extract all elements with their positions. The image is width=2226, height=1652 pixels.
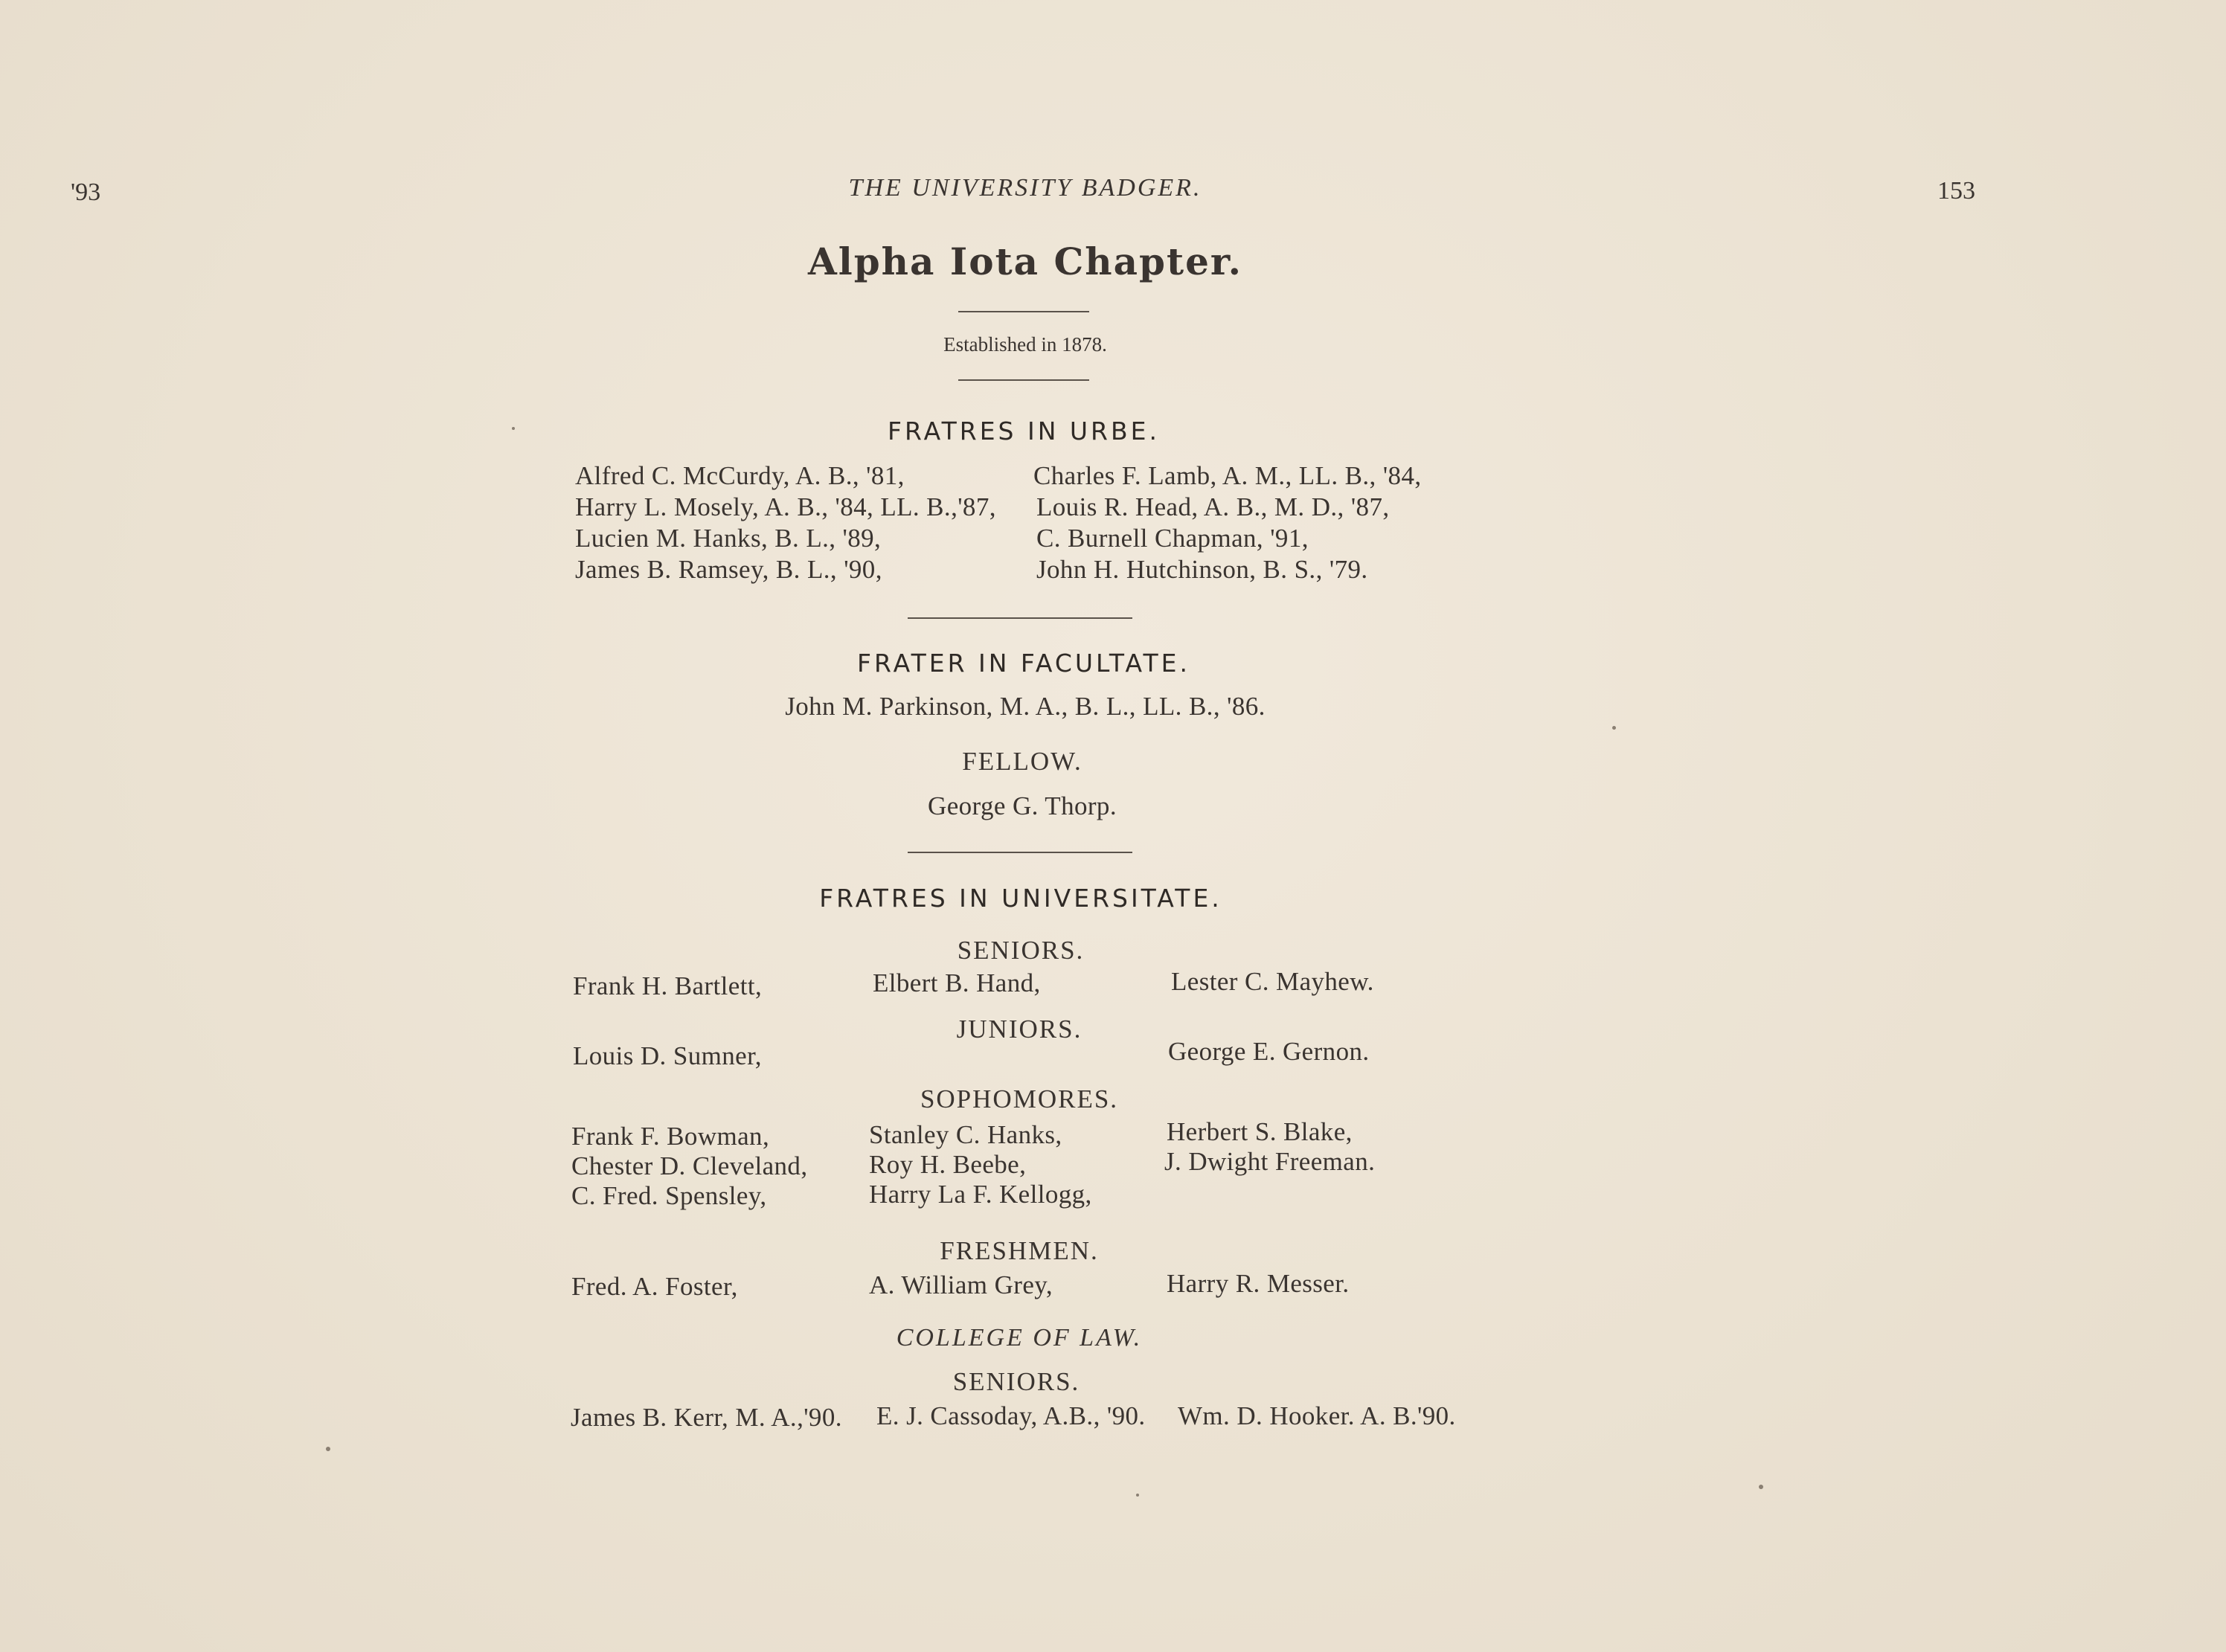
- list-item: Fred. A. Foster,: [571, 1272, 738, 1301]
- divider: [908, 617, 1132, 619]
- class-heading-sophomores: SOPHOMORES.: [920, 1084, 1119, 1113]
- list-item: Frank F. Bowman,: [571, 1122, 770, 1151]
- list-item: J. Dwight Freeman.: [1164, 1147, 1376, 1176]
- paper-speck: [1136, 1494, 1139, 1497]
- established-line: Established in 1878.: [943, 333, 1107, 356]
- section-heading-fratres-in-urbe: FRATRES IN URBE.: [888, 417, 1160, 446]
- class-heading-seniors: SENIORS.: [957, 936, 1085, 965]
- list-item: John H. Hutchinson, B. S., '79.: [1036, 555, 1368, 584]
- fellow-name: George G. Thorp.: [928, 791, 1117, 820]
- list-item: Louis R. Head, A. B., M. D., '87,: [1036, 492, 1390, 521]
- list-item: Stanley C. Hanks,: [869, 1120, 1062, 1149]
- list-item: E. J. Cassoday, A.B., '90.: [876, 1401, 1146, 1430]
- list-item: George E. Gernon.: [1168, 1037, 1370, 1066]
- class-heading-freshmen: FRESHMEN.: [940, 1236, 1099, 1265]
- list-item: Lester C. Mayhew.: [1171, 967, 1374, 996]
- list-item: James B. Kerr, M. A.,'90.: [571, 1403, 842, 1432]
- list-item: Wm. D. Hooker. A. B.'90.: [1178, 1401, 1456, 1430]
- section-heading-college-of-law: COLLEGE OF LAW.: [896, 1324, 1143, 1352]
- list-item: C. Fred. Spensley,: [571, 1181, 767, 1210]
- class-heading-law-seniors: SENIORS.: [952, 1367, 1080, 1396]
- page-number: 153: [1937, 177, 1975, 205]
- section-heading-frater-in-facultate: FRATER IN FACULTATE.: [856, 649, 1191, 678]
- list-item: A. William Grey,: [869, 1270, 1053, 1299]
- paper-speck: [1612, 726, 1616, 730]
- list-item: Lucien M. Hanks, B. L., '89,: [575, 524, 882, 553]
- list-item: Herbert S. Blake,: [1167, 1117, 1353, 1146]
- paper-speck: [326, 1447, 330, 1451]
- list-item: Elbert B. Hand,: [873, 968, 1041, 997]
- list-item: C. Burnell Chapman, '91,: [1036, 524, 1309, 553]
- list-item: Charles F. Lamb, A. M., LL. B., '84,: [1033, 461, 1422, 490]
- divider: [958, 379, 1089, 381]
- list-item: Louis D. Sumner,: [573, 1041, 762, 1070]
- section-heading-fellow: FELLOW.: [962, 747, 1082, 776]
- list-item: Harry La F. Kellogg,: [869, 1180, 1092, 1209]
- divider: [958, 311, 1089, 312]
- section-heading-fratres-in-universitate: FRATRES IN UNIVERSITATE.: [819, 884, 1222, 913]
- list-item: Roy H. Beebe,: [869, 1150, 1027, 1179]
- divider: [908, 852, 1132, 853]
- left-folio: '93: [71, 179, 101, 206]
- paper-speck: [1759, 1485, 1763, 1489]
- class-heading-juniors: JUNIORS.: [956, 1015, 1082, 1044]
- list-item: Chester D. Cleveland,: [571, 1151, 808, 1180]
- running-title: THE UNIVERSITY BADGER.: [848, 174, 1202, 202]
- list-item: Alfred C. McCurdy, A. B., '81,: [575, 461, 905, 490]
- paper-speck: [512, 427, 515, 430]
- list-item: James B. Ramsey, B. L., '90,: [575, 555, 882, 584]
- list-item: Harry R. Messer.: [1167, 1269, 1350, 1298]
- faculty-member: John M. Parkinson, M. A., B. L., LL. B., '86.: [785, 692, 1266, 721]
- list-item: Harry L. Mosely, A. B., '84, LL. B.,'87,: [575, 492, 996, 521]
- chapter-title: Alpha Iota Chapter.: [807, 240, 1243, 283]
- list-item: Frank H. Bartlett,: [573, 971, 763, 1000]
